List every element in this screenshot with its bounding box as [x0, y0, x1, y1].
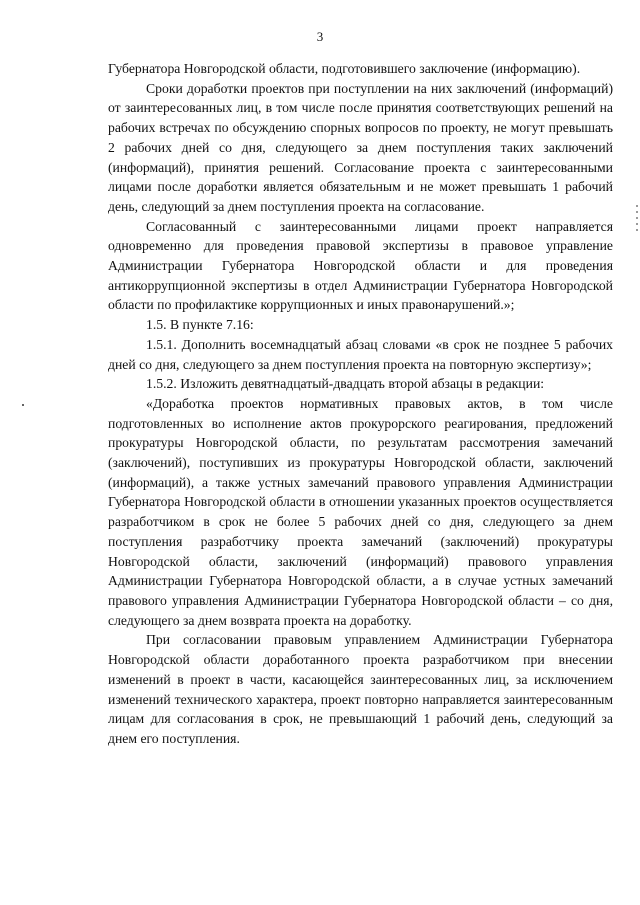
document-body — [108, 59, 613, 749]
paragraph-3: Согласованный с заинтересованными лицами проект направляется одновременно для проведения правовой экспертизы в правовое управление Администрации Губернатора Новгородской области и для проведения антикоррупционной экспертизы в отдел Администрации Губернатора Новгородской области по профилактике коррупционных и иных правонарушений.»; — [108, 218, 613, 313]
paragraph-5: 1.5.1. Дополнить восемнадцатый абзац словами «в срок не позднее 5 рабочих дней со дня, следующего за днем поступления проекта на повторную экспертизу»; — [108, 336, 613, 372]
paragraph-7: «Доработка проектов нормативных правовых актов, в том числе подготовленных во исполнение актов прокурорского реагирования, предложений прокуратуры Новгородской области, по результатам рассмотрения замечаний (заключений), поступивших из прокуратуры Новгородской области, заключений (информаций), а также устных замечаний правового управления Администрации Губернатора Новгородской области в отношении указанных проектов осуществляется разработчиком в срок не более 5 рабочих дней со дня, следующего за днем поступления разработчику проекта замечаний (заключений) прокуратуры Новгородской области, заключений (информаций) правового управления Администрации Губернатора Новгородской области, а в случае устных замечаний правового управления Администрации Губернатора Новгородской области – со дня, следующего за днем возврата проекта на доработку. — [108, 395, 613, 628]
scan-artifact — [636, 229, 638, 231]
scan-speck — [22, 404, 24, 406]
scan-artifact — [636, 205, 638, 207]
paragraph-1: Губернатора Новгородской области, подготовившего заключение (информацию). — [108, 61, 581, 76]
paragraph-4: 1.5. В пункте 7.16: — [146, 317, 254, 333]
paragraph-8: При согласовании правовым управлением Администрации Губернатора Новгородской области доработанного проекта разработчиком при внесении изменений в проект в части, касающейся заинтересованных лиц, за исключением изменений технического характера, проект повторно направляется заинтересованным лицам для согласования в срок, не превышающий 1 рабочий день, следующий за днем его поступления. — [108, 632, 613, 746]
scan-artifact — [636, 223, 638, 225]
scan-artifact — [636, 217, 638, 219]
paragraph-6: 1.5.2. Изложить девятнадцатый-двадцать второй абзацы в редакции: — [146, 376, 545, 392]
paragraph-2: Сроки доработки проектов при поступлении на них заключений (информаций) от заинтересованных лиц, в том числе после принятия соответствующих решений на рабочих встречах по обсуждению спорных вопросов по проекту, не могут превышать 2 рабочих дней со дня, следующего за днем поступления таких заключений (информаций), принятия решений. Согласование проекта с заинтересованными лицами после доработки является обязательным и не может превышать 1 рабочий день, следующий за днем поступления проекта на согласование. — [108, 80, 613, 214]
scan-artifact — [636, 211, 638, 213]
page-number: 3 — [316, 29, 324, 44]
